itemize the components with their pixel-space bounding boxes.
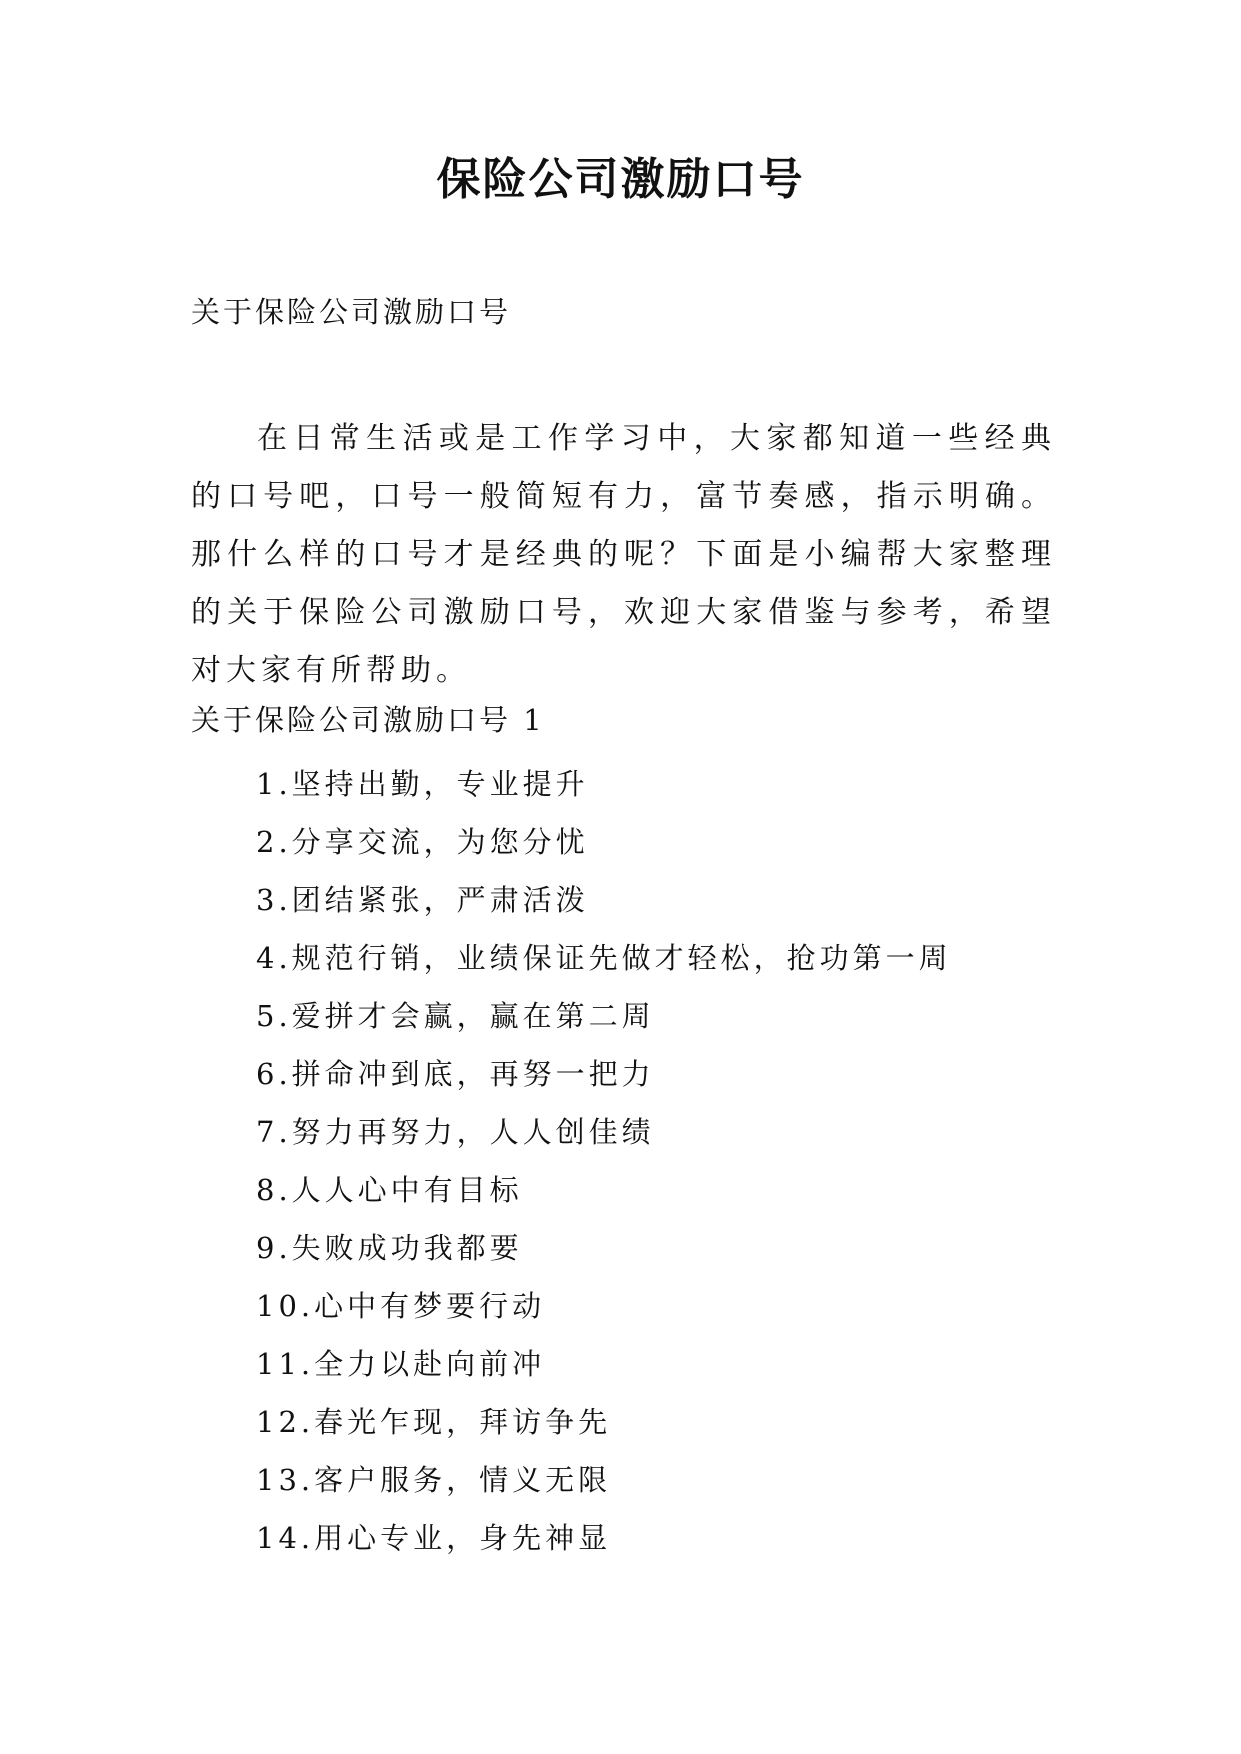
slogan-item: 6.拼命冲到底，再努一把力 [256,1057,655,1091]
section-heading: 关于保险公司激励口号 1 [191,703,545,737]
slogan-item: 3.团结紧张，严肃活泼 [256,883,589,917]
slogan-item: 1.坚持出勤，专业提升 [256,767,589,801]
slogan-item: 4.规范行销，业绩保证先做才轻松，抢功第一周 [256,941,952,975]
intro-paragraph: 在日常生活或是工作学习中，大家都知道一些经典的口号吧，口号一般简短有力，富节奏感，指示明确。那什么样的口号才是经典的呢？下面是小编帮大家整理的关于保险公司激励口号，欢迎大家借鉴与参考，希望对大家有所帮助。 [191,421,1056,688]
slogan-item: 11.全力以赴向前冲 [256,1347,546,1381]
slogan-item: 8.人人心中有目标 [256,1173,523,1207]
slogan-item: 5.爱拼才会赢，赢在第二周 [256,999,655,1033]
slogan-list [256,755,952,1567]
slogan-item: 14.用心专业，身先神显 [256,1521,612,1555]
document-title: 保险公司激励口号 [436,154,805,205]
slogan-item: 13.客户服务，情义无限 [256,1463,612,1497]
slogan-item: 9.失败成功我都要 [256,1231,523,1265]
document-subtitle: 关于保险公司激励口号 [191,295,512,329]
slogan-item: 12.春光乍现，拜访争先 [256,1405,612,1439]
slogan-item: 10.心中有梦要行动 [256,1289,546,1323]
slogan-item: 7.努力再努力，人人创佳绩 [256,1115,655,1149]
slogan-item: 2.分享交流，为您分忧 [256,825,589,859]
